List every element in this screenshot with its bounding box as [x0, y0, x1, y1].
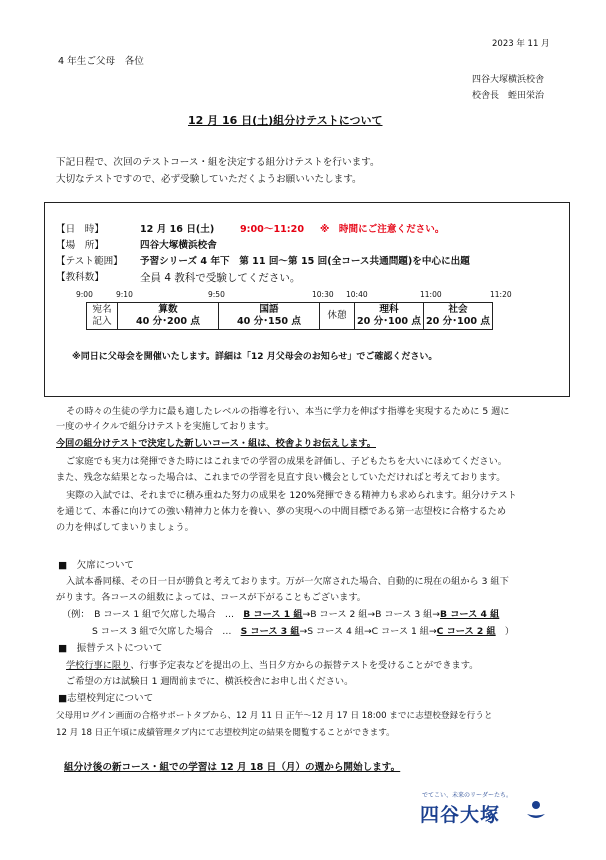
place-label: 【場 所】: [56, 240, 104, 251]
schedule-cell-math: 算数 40 分･200 点: [118, 303, 219, 330]
yotsuya-otsuka-logo: [420, 790, 570, 835]
makeup-heading: ■ 振替テストについて: [58, 643, 163, 654]
body-p3-line2: また、残念な結果となった場合は、これまでの学習を見直す良い機会としていただければと考えております。: [56, 472, 506, 483]
date-value: 12 月 16 日(土): [140, 224, 215, 235]
makeup-line2: ご希望の方は試験日 1 週間前までに、横浜校舎にお申し出ください。: [66, 676, 354, 687]
body-p4-line3: の力を伸ばしてまいりましょう。: [56, 522, 194, 533]
body-p1-line2: 一度のサイクルで組分けテストを実施しております。: [56, 421, 275, 432]
place-value: 四谷大塚横浜校舎: [140, 240, 217, 251]
schedule-table: [86, 302, 493, 330]
time-tick: 10:30: [312, 290, 334, 299]
schedule-cell-science: 理科 20 分･100 点: [355, 303, 424, 330]
body-p3-line1: ご家庭でも実力は発揮できた時にはこれまでの学習の成果を評価し、子どもたちを大いにほめてください。: [66, 456, 507, 467]
footer-note: 組分け後の新コース・組での学習は 12 月 18 日（月）の週から開始します。: [64, 762, 401, 773]
judgment-line1: 父母用ログイン画面の合格サポートタブから、12 月 11 日 正午～12 月 17 日 18:00 までに志望校登録を行うと: [56, 711, 493, 721]
date-label: 【日 時】: [56, 224, 104, 235]
absence-example-2: S コース 3 組で欠席した場合 … S コース 3 組→S コース 4 組→C コース 1 組→C コース 2 組 ）: [92, 626, 515, 637]
time-value: 9:00～11:20: [240, 224, 304, 235]
subjects-value: 全員 4 教科で受験してください。: [140, 272, 301, 284]
time-tick: 9:00: [76, 290, 93, 299]
principal-name: 校舎長 蛭田栄治: [472, 91, 545, 101]
judgment-line2: 12 月 18 日正午頃に成績管理タブ内にて志望校判定の結果を閲覧することができます。: [56, 728, 395, 738]
range-label: 【テスト範囲】: [56, 256, 123, 267]
parent-meeting-note: ※同日に父母会を開催いたします。詳細は「12 月父母会のお知らせ」でご確認ください。: [72, 352, 438, 362]
judgment-heading: ■志望校判定について: [58, 693, 154, 704]
time-note: ※ 時間にご注意ください。: [320, 224, 445, 235]
time-tick: 11:20: [490, 290, 512, 299]
absence-line2: がります。各コースの組数によっては、コースが下がることもございます。: [56, 592, 366, 603]
schedule-cell-japanese: 国語 40 分･150 点: [219, 303, 320, 330]
body-p4-line2: を通じて、本番に向けての強い精神力と体力を養い、夢の実現への中間目標である第一志望校に合格するため: [56, 506, 507, 517]
recipients: 4 年生ご父母 各位: [58, 56, 144, 67]
absence-line1: 入試本番同様、その日一日が勝負と考えております。万が一欠席された場合、自動的に現在の組から 3 組下: [66, 576, 509, 587]
logo-name: 四谷大塚: [420, 804, 501, 826]
body-p2: 今回の組分けテストで決定した新しいコース・組は、校舎よりお伝えします。: [56, 438, 376, 449]
intro-line-2: 大切なテストですので、必ず受験していただくようお願いいたします。: [56, 174, 362, 185]
absence-heading: ■ 欠席について: [58, 560, 135, 571]
range-value: 予習シリーズ 4 年下 第 11 回～第 15 回(全コース共通問題)を中心に出題: [140, 256, 470, 267]
logo-tagline: でてこい、未来のリーダーたち。: [422, 792, 513, 799]
school-name: 四谷大塚横浜校舎: [472, 75, 545, 85]
intro-line-1: 下記日程で、次回のテストコース・組を決定する組分けテストを行います。: [56, 157, 380, 168]
schedule-cell-break: 休憩: [320, 303, 355, 330]
time-tick: 10:40: [346, 290, 368, 299]
time-tick: 11:00: [420, 290, 442, 299]
schedule-cell-social: 社会 20 分･100 点: [424, 303, 493, 330]
subjects-label: 【教科数】: [56, 272, 104, 283]
schedule-cell-address: 宛名 記入: [87, 303, 118, 330]
time-tick: 9:50: [208, 290, 225, 299]
body-p4-line1: 実際の入試では、それまでに積み重ねた努力の成果を 120%発揮できる精神力も求められます。組分けテスト: [66, 490, 517, 501]
time-tick: 9:10: [116, 290, 133, 299]
test-info-box: [44, 202, 570, 397]
body-p1-line1: その時々の生徒の学力に最も適したレベルの指導を行い、本当に学力を伸ばす指導を実現するために 5 週に: [66, 406, 510, 417]
document-date: 2023 年 11 月: [492, 39, 550, 49]
absence-example-1: （例： B コース 1 組で欠席した場合 … B コース 1 組→B コース 2 組→B コース 3 組→B コース 4 組: [62, 609, 500, 620]
makeup-line1: 学校行事に限り、行事予定表などを提出の上、当日夕方からの振替テストを受けることができます。: [66, 660, 479, 671]
document-title: 12 月 16 日(土)組分けテストについて: [188, 114, 383, 127]
logo-mark-icon: [524, 798, 548, 822]
